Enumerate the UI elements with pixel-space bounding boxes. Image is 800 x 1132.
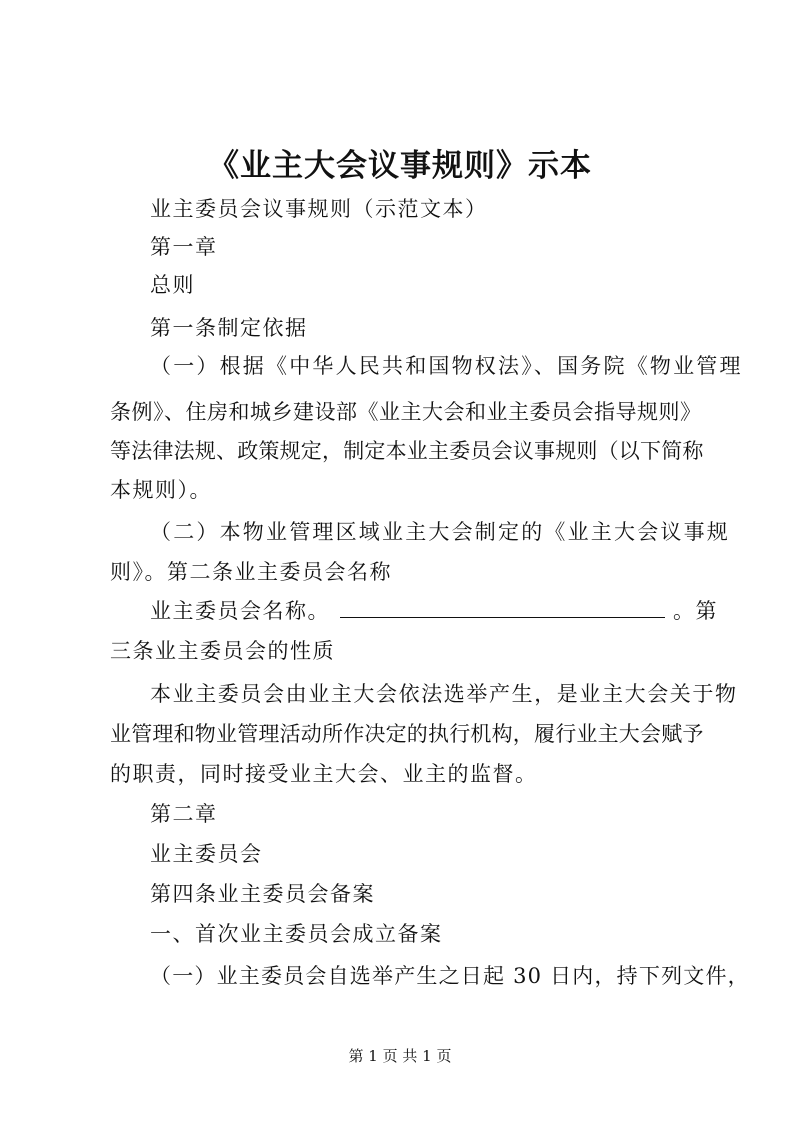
- paragraph-line: 的职责，同时接受业主大会、业主的监督。: [110, 762, 538, 786]
- chapter-heading: 第一章: [150, 235, 218, 259]
- paragraph-line: 本规则）。: [110, 478, 212, 502]
- paragraph-line: 等法律法规、政策规定，制定本业主委员会议事规则（以下简称: [110, 439, 704, 463]
- name-field-line: [150, 597, 718, 625]
- section-heading: 总则: [150, 273, 195, 297]
- article-heading: 三条业主委员会的性质: [110, 639, 335, 663]
- chapter-heading: 第二章: [150, 802, 218, 826]
- paragraph-line: 则》。第二条业主委员会名称: [110, 560, 392, 584]
- document-title: 《业主大会议事规则》示本: [208, 148, 592, 184]
- paragraph-line: 业主委员会议事规则（示范文本）: [150, 197, 488, 221]
- paragraph-line: 条例》、住房和城乡建设部《业主大会和业主委员会指导规则》: [110, 400, 702, 424]
- article-heading: 第一条制定依据: [150, 316, 308, 340]
- page-footer: 第 1 页 共 1 页: [348, 1047, 452, 1065]
- fill-in-blank: [340, 597, 665, 618]
- paragraph-line: [150, 352, 743, 380]
- paragraph-line: （二）本物业管理区域业主大会制定的《业主大会议事规: [150, 520, 730, 544]
- section-heading: 业主委员会: [150, 842, 263, 866]
- paragraph-line: 一、首次业主委员会成立备案: [150, 922, 443, 946]
- paragraph-text: （一）根据《中华人民共和国物权法》、国务院《物业管理: [150, 354, 743, 378]
- article-heading: 第四条业主委员会备案: [150, 882, 375, 906]
- paragraph-line: 本业主委员会由业主大会依法选举产生，是业主大会关于物: [150, 682, 738, 706]
- paragraph-line: 业管理和物业管理活动所作决定的执行机构，履行业主大会赋予: [110, 722, 704, 746]
- field-label: 业主委员会名称。: [150, 599, 330, 623]
- paragraph-text: 。第: [673, 599, 718, 623]
- paragraph-line: （一）业主委员会自选举产生之日起 30 日内，持下列文件，: [150, 964, 750, 988]
